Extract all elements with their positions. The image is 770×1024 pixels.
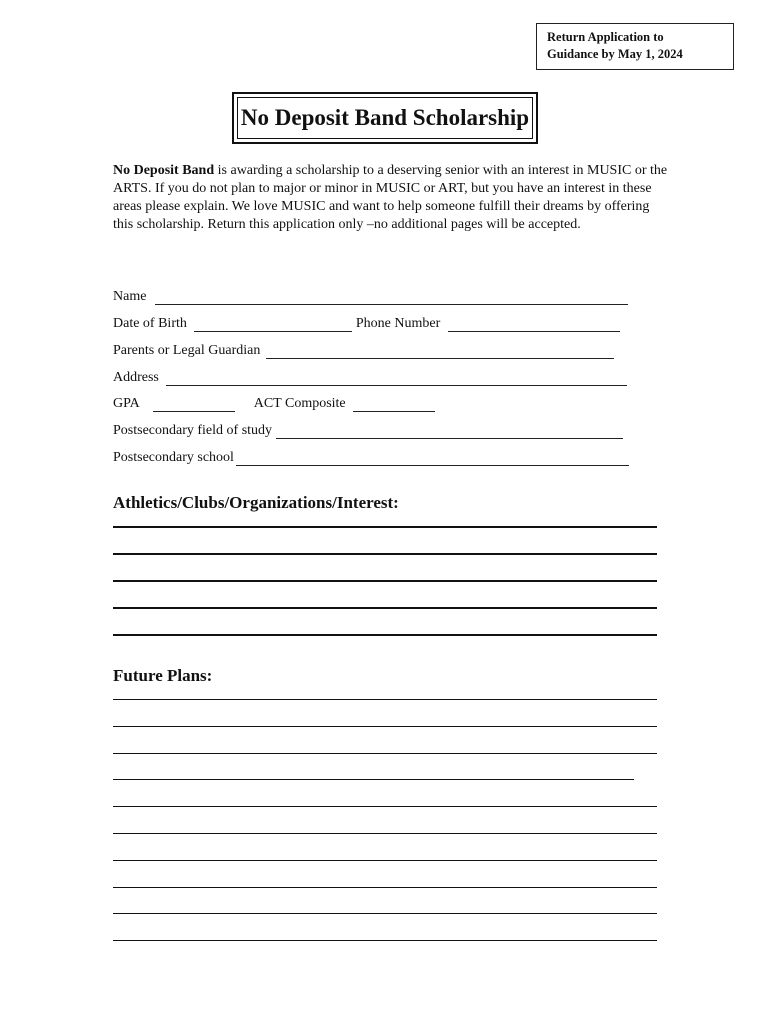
name-row — [113, 287, 628, 305]
return-notice-box — [536, 23, 734, 70]
gpa-act-row — [113, 394, 435, 412]
gpa-label: GPA — [113, 396, 140, 411]
guardian-field[interactable] — [266, 346, 614, 359]
intro-paragraph — [113, 162, 673, 234]
school-field[interactable] — [236, 453, 629, 466]
future-plans-line[interactable] — [113, 779, 634, 780]
school-row — [113, 448, 629, 466]
phone-field[interactable] — [448, 319, 620, 332]
act-label: ACT Composite — [253, 396, 346, 411]
future-plans-line[interactable] — [113, 940, 657, 941]
dob-field[interactable] — [194, 319, 352, 332]
future-plans-line[interactable] — [113, 887, 657, 888]
future-plans-line[interactable] — [113, 913, 657, 914]
field-of-study-label: Postsecondary field of study — [113, 423, 273, 438]
return-notice-line2: Guidance by May 1, 2024 — [547, 47, 683, 61]
activities-line[interactable] — [113, 634, 657, 636]
dob-label: Date of Birth — [113, 316, 187, 331]
future-plans-line[interactable] — [113, 753, 657, 754]
activities-line[interactable] — [113, 607, 657, 609]
guardian-row — [113, 341, 614, 359]
name-label: Name — [113, 289, 147, 304]
future-plans-line[interactable] — [113, 699, 657, 700]
activities-line[interactable] — [113, 553, 657, 555]
school-label: Postsecondary school — [113, 450, 234, 465]
name-field[interactable] — [155, 292, 628, 305]
guardian-label: Parents or Legal Guardian — [113, 343, 261, 358]
dob-phone-row — [113, 314, 620, 332]
field-of-study-row — [113, 421, 623, 439]
future-plans-line[interactable] — [113, 726, 657, 727]
activities-line[interactable] — [113, 580, 657, 582]
gpa-field[interactable] — [153, 399, 235, 412]
title-frame — [232, 92, 538, 144]
address-label: Address — [113, 370, 159, 385]
phone-label: Phone Number — [355, 316, 441, 331]
activities-line[interactable] — [113, 526, 657, 528]
org-name: No Deposit Band — [113, 163, 215, 178]
activities-heading: Athletics/Clubs/Organizations/Interest: — [113, 493, 399, 512]
future-plans-line[interactable] — [113, 806, 657, 807]
page-title: No Deposit Band Scholarship — [237, 97, 533, 139]
future-plans-line[interactable] — [113, 860, 657, 861]
intro-text: is awarding a scholarship to a deserving senior with an interest in MUSIC or the ARTS. If you do not plan to major or minor in MUSIC or ART, but you have an interest in these areas please explain. We love MUSIC and want to help someone fulfill their dreams by offering this scholarship. Return this application only –no additional pages will be accepted. — [113, 163, 668, 232]
field-of-study-field[interactable] — [276, 426, 623, 439]
address-field[interactable] — [166, 373, 627, 386]
act-field[interactable] — [353, 399, 435, 412]
return-notice-line1: Return Application to — [547, 30, 664, 44]
future-plans-heading: Future Plans: — [113, 666, 213, 685]
future-plans-line[interactable] — [113, 833, 657, 834]
address-row — [113, 368, 627, 386]
